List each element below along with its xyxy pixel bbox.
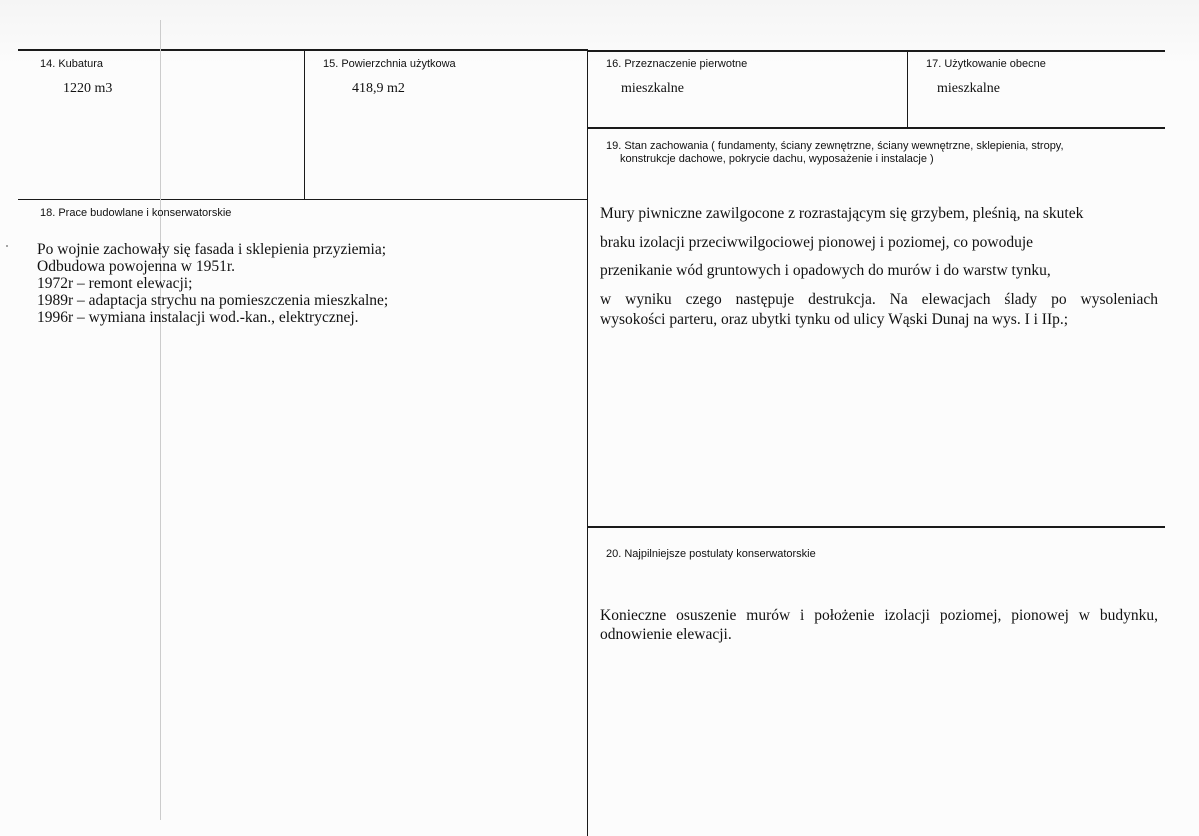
field-18-label: 18. Prace budowlane i konserwatorskie [40,207,232,219]
field-20-line: odnowienie elewacji. [600,626,732,643]
field-20-line: Konieczne osuszenie murów i położenie izolacji poziomej, pionowej w budynku, [600,607,1158,624]
top-rule-left [18,49,588,51]
field-19-line: Mury piwniczne zawilgocone z rozrastającym się grzybem, pleśnią, na skutek [600,205,1084,222]
field-15-value: 418,9 m2 [352,81,405,96]
field-19-label-line-2: konstrukcje dachowe, pokrycie dachu, wyposażenie i instalacje ) [620,153,934,165]
field-19-line: wysokości parteru, oraz ubytki tynku od ulicy Wąski Dunaj na wys. I i IIp.; [600,311,1069,328]
field-18-line: Odbudowa powojenna w 1951r. [37,258,236,275]
field-17-value: mieszkalne [937,81,1000,96]
field-20-text [600,606,1158,644]
faint-scan-line [160,20,161,820]
field-16-label: 16. Przeznaczenie pierwotne [606,58,748,70]
field-17-label: 17. Użytkowanie obecne [926,58,1046,70]
field-18-line: 1996r – wymiana instalacji wod.-kan., elektrycznej. [37,309,359,326]
field-18-line: 1972r – remont elewacji; [37,275,193,292]
top-rule-right [588,50,1165,52]
field-19-label [606,140,1064,166]
field-20-label: 20. Najpilniejsze postulaty konserwatorskie [606,548,816,560]
field-18-line: 1989r – adaptacja strychu na pomieszczenia mieszkalne; [37,292,389,309]
vertical-divider-right [907,50,908,128]
field-15-label: 15. Powierzchnia użytkowa [323,58,456,70]
field-14-label: 14. Kubatura [40,58,103,70]
horizontal-rule-mid-left [18,199,588,200]
field-19-label-line-1: 19. Stan zachowania ( fundamenty, ściany zewnętrzne, ściany wewnętrzne, sklepienia, stropy, [606,140,1064,152]
field-18-text [37,241,388,326]
field-18-line: Po wojnie zachowały się fasada i sklepienia przyziemia; [37,241,387,258]
field-19-line: braku izolacji przeciwwilgociowej pionowej i poziomej, co powoduje [600,234,1034,251]
vertical-divider-left [304,50,305,200]
field-19-line: przenikanie wód gruntowych i opadowych do murów i do warstw tynku, [600,262,1051,279]
horizontal-rule-right-upper [588,127,1165,129]
vertical-divider-center [587,50,588,836]
field-14-value: 1220 m3 [63,81,113,96]
scan-speck [6,245,8,247]
field-16-value: mieszkalne [621,81,684,96]
field-19-line: w wyniku czego następuje destrukcja. Na elewacjach ślady po wysoleniach [600,291,1158,308]
horizontal-rule-right-lower [588,526,1165,528]
